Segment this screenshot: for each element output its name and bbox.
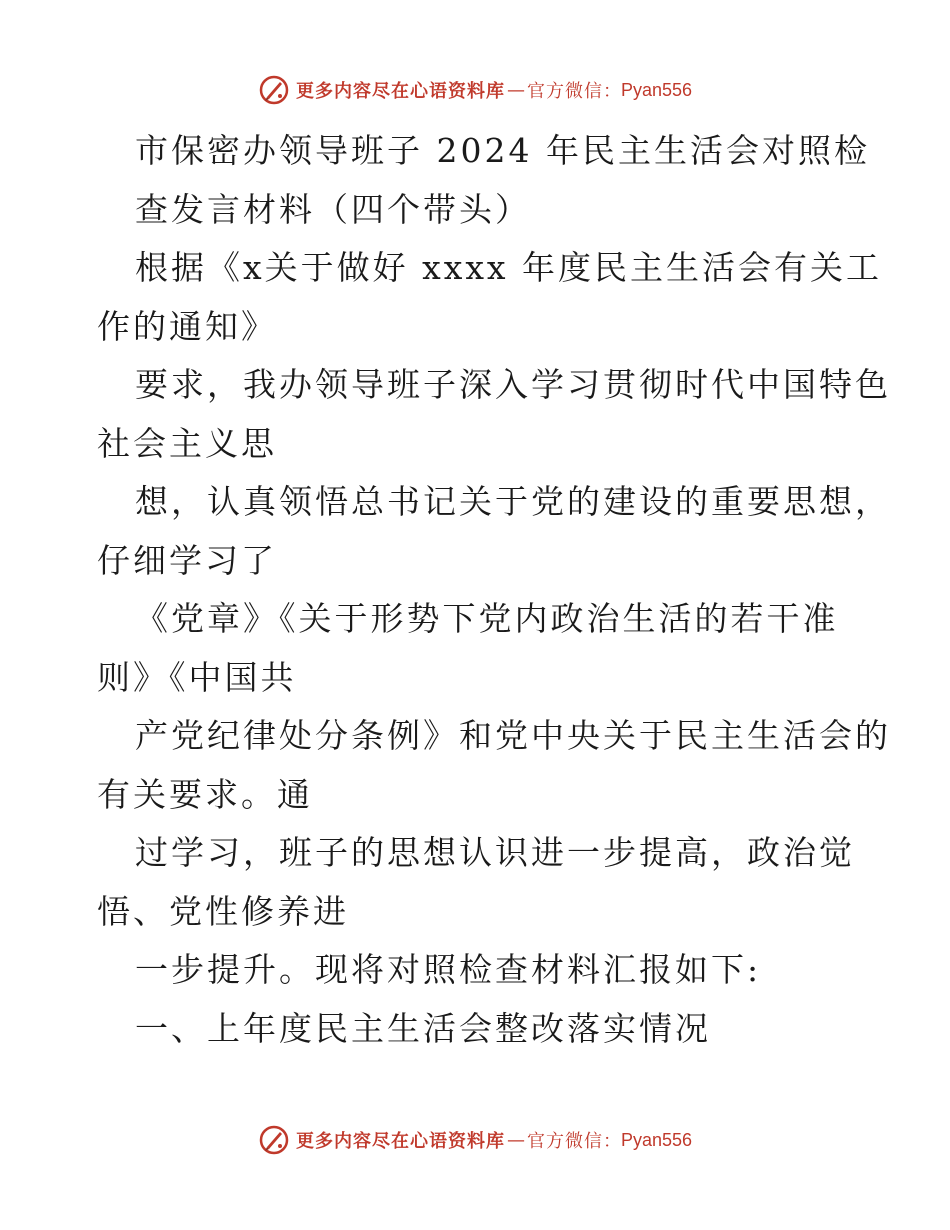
document-line: 想，认真领悟总书记关于党的建设的重要思想，	[135, 482, 891, 521]
document-line: 则》《中国共	[97, 657, 297, 697]
document-line: 悟、党性修养进	[97, 891, 349, 931]
quill-pen-circle-icon	[258, 74, 290, 106]
document-line: 社会主义思	[97, 423, 277, 463]
document-line: 根据《x关于做好 xxxx 年度民主生活会有关工	[135, 248, 883, 287]
watermark-main-text: 更多内容尽在心语资料库	[295, 81, 505, 102]
watermark-colon: ：	[602, 1131, 621, 1152]
watermark-separator: —	[506, 1129, 525, 1151]
document-line: 一、上年度民主生活会整改落实情况	[135, 1008, 711, 1048]
document-line: 查发言材料（四个带头）	[135, 189, 531, 229]
watermark-wechat-id: Pyan556	[620, 1129, 693, 1150]
footer-watermark	[0, 1120, 950, 1160]
document-line: 有关要求。通	[97, 774, 313, 814]
header-watermark	[0, 70, 950, 110]
document-body	[97, 122, 891, 1058]
watermark-colon: ：	[602, 81, 621, 102]
document-line: 作的通知》	[97, 306, 277, 346]
watermark-main-text: 更多内容尽在心语资料库	[295, 1131, 505, 1152]
document-line: 仔细学习了	[97, 540, 277, 580]
document-line: 过学习，班子的思想认识进一步提高，政治觉	[135, 833, 855, 872]
document-line: 产党纪律处分条例》和党中央关于民主生活会的	[135, 716, 891, 755]
document-line: 《党章》《关于形势下党内政治生活的若干准	[135, 599, 839, 638]
watermark-sub-text: 官方微信	[526, 1131, 603, 1152]
document-line: 市保密办领导班子 2024 年民主生活会对照检	[135, 131, 870, 170]
watermark-wechat-id: Pyan556	[620, 79, 693, 100]
quill-pen-circle-icon	[258, 1124, 290, 1156]
document-line: 一步提升。现将对照检查材料汇报如下:	[135, 950, 762, 989]
watermark-separator: —	[506, 79, 525, 101]
watermark-sub-text: 官方微信	[526, 81, 603, 102]
document-line: 要求，我办领导班子深入学习贯彻时代中国特色	[135, 365, 891, 404]
